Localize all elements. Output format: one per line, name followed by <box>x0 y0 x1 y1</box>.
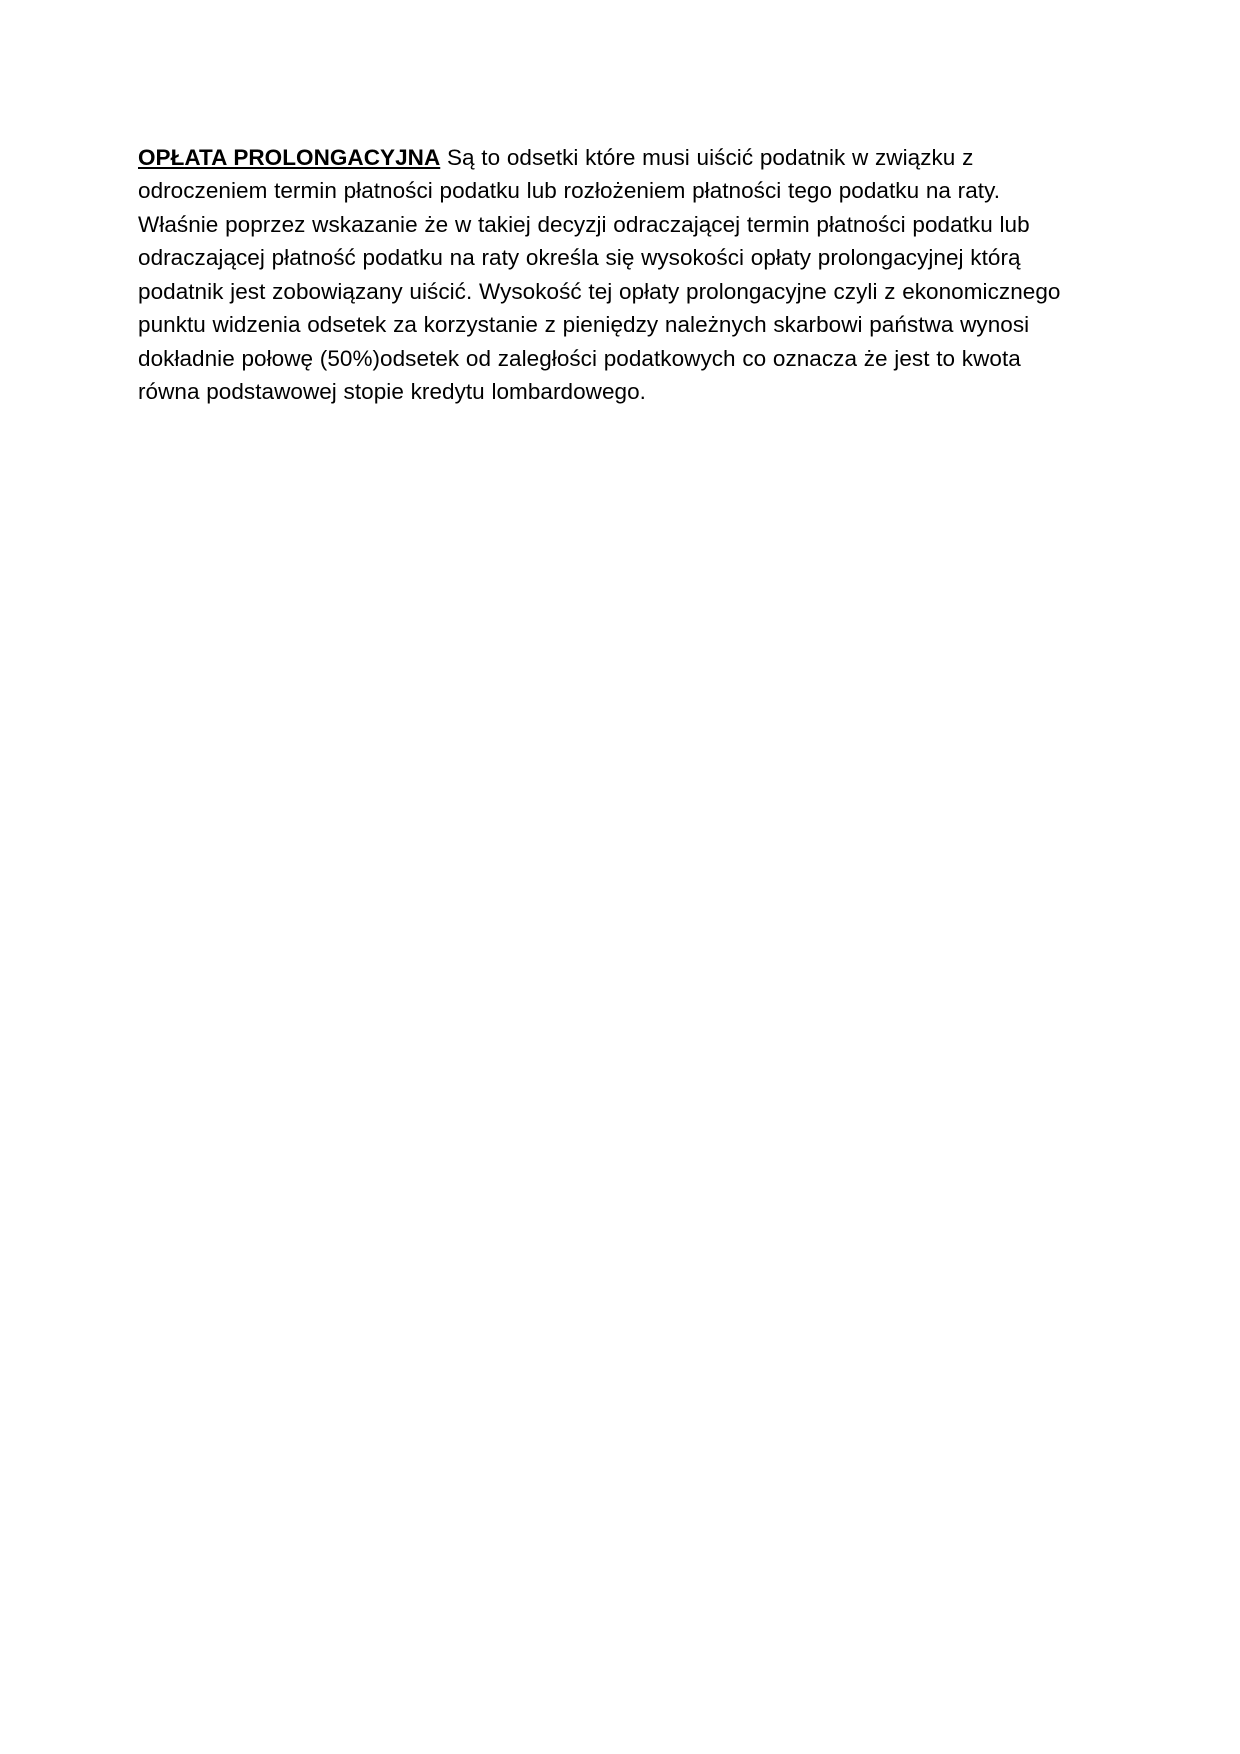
term-heading: OPŁATA PROLONGACYJNA <box>138 144 441 170</box>
document-body <box>138 118 1068 431</box>
definition-paragraph <box>138 141 1068 409</box>
definition-text: Są to odsetki które musi uiścić podatnik w związku z odroczeniem termin płatności podatku lub rozłożeniem płatności tego podatku na raty. Właśnie poprzez wskazanie że w takiej decyzji odraczającej termin płatności podatku lub odraczającej płatność podatku na raty określa się wysokości opłaty prolongacyjnej którą podatnik jest zobowiązany uiścić. Wysokość tej opłaty prolongacyjne czyli z ekonomicznego punktu widzenia odsetek za korzystanie z pieniędzy należnych skarbowi państwa wynosi dokładnie połowę (50%)odsetek od zaległości podatkowych co oznacza że jest to kwota równa podstawowej stopie kredytu lombardowego. <box>138 144 1061 404</box>
